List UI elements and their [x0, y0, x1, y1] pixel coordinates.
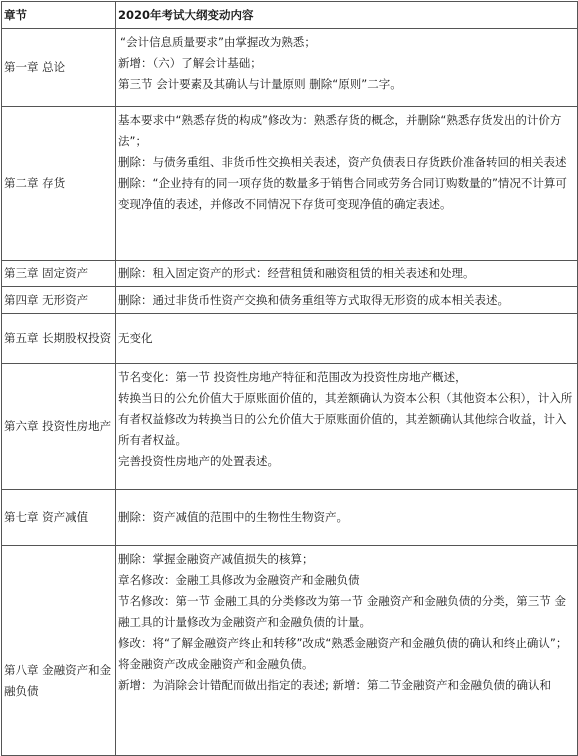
table-row [2, 490, 578, 546]
table-header-row [2, 2, 578, 29]
changes-cell [116, 314, 578, 364]
changes-cell [116, 546, 578, 756]
header-changes: 2020年考试大纲变动内容 [116, 2, 578, 29]
change-line: 章名修改：金融工具修改为金融资产和金融负债 [118, 573, 360, 587]
chapter-cell: 第二章 存货 [2, 107, 116, 261]
change-line: 节名修改：第一节 金融工具的分类修改为第一节 金融资产和金融负债的分类，第三节 金融工具的计量修改为金融资产和金融负债的计量。 [118, 594, 566, 629]
table-row [2, 364, 578, 490]
chapter-cell: 第六章 投资性房地产 [2, 364, 116, 490]
changes-cell [116, 287, 578, 314]
change-line: 新增：（六）了解会计基础； [118, 56, 262, 70]
change-line: 删除：与债务重组、非货币性交换相关表述，资产负债表日存货跌价准备转回的相关表述 [118, 155, 567, 169]
chapter-cell: 第七章 资产减值 [2, 490, 116, 546]
change-line: 基本要求中“熟悉存货的构成”修改为：熟悉存货的概念，并删除“熟悉存货发出的计价方法”； [118, 113, 562, 148]
chapter-cell: 第四章 无形资产 [2, 287, 116, 314]
change-line: 删除：资产减值的范围中的生物性生物资产。 [118, 510, 348, 524]
header-chapter: 章节 [2, 2, 116, 29]
syllabus-changes-table [1, 1, 578, 756]
change-line: 转换当日的公允价值大于原账面价值的，其差额确认为资本公积（其他资本公积），计入所有者权益修改为转换当日的公允价值大于原账面价值的，其差额确认其他综合收益，计入所有者权益。 [118, 391, 573, 447]
change-line: 第三节 会计要素及其确认与计量原则 删除“原则”二字。 [118, 77, 402, 91]
change-line: 无变化 [118, 331, 153, 345]
changes-cell [116, 364, 578, 490]
change-line: 删除：掌握金融资产减值损失的核算； [118, 552, 314, 566]
change-line: 节名变化：第一节 投资性房地产特征和范围改为投资性房地产概述， [118, 370, 467, 384]
table-row [2, 546, 578, 756]
chapter-cell: 第三章 固定资产 [2, 261, 116, 287]
changes-cell [116, 490, 578, 546]
chapter-cell: 第五章 长期股权投资 [2, 314, 116, 364]
change-line: 新增：为消除会计错配而做出指定的表述; 新增：第二节金融资产和金融负债的确认和 [118, 678, 552, 692]
change-line: 完善投资性房地产的处置表述。 [118, 454, 279, 468]
table-row [2, 107, 578, 261]
chapter-cell: 第一章 总论 [2, 29, 116, 107]
change-line: 删除：“企业持有的同一项存货的数量多于销售合同或劳务合同订购数量的”情况不计算可变现净值的表述，并修改不同情况下存货可变现净值的确定表述。 [118, 176, 567, 211]
table-row [2, 314, 578, 364]
table-row [2, 261, 578, 287]
changes-cell [116, 29, 578, 107]
table-row [2, 29, 578, 107]
chapter-cell: 第八章 金融资产和金融负债 [2, 546, 116, 756]
change-line: 修改：将“了解金融资产终止和转移”改成“熟悉金融资产和金融负债的确认和终止确认”；将金融资产改成金融资产和金融负债。 [118, 636, 568, 671]
changes-cell [116, 261, 578, 287]
change-line: “会计信息质量要求”由掌握改为熟悉； [120, 35, 316, 49]
change-line: 删除：通过非货币性资产交换和债务重组等方式取得无形资的成本相关表述。 [118, 292, 509, 307]
table-row [2, 287, 578, 314]
change-line: 删除：租入固定资产的形式：经营租赁和融资租赁的相关表述和处理。 [118, 266, 475, 280]
changes-cell [116, 107, 578, 261]
